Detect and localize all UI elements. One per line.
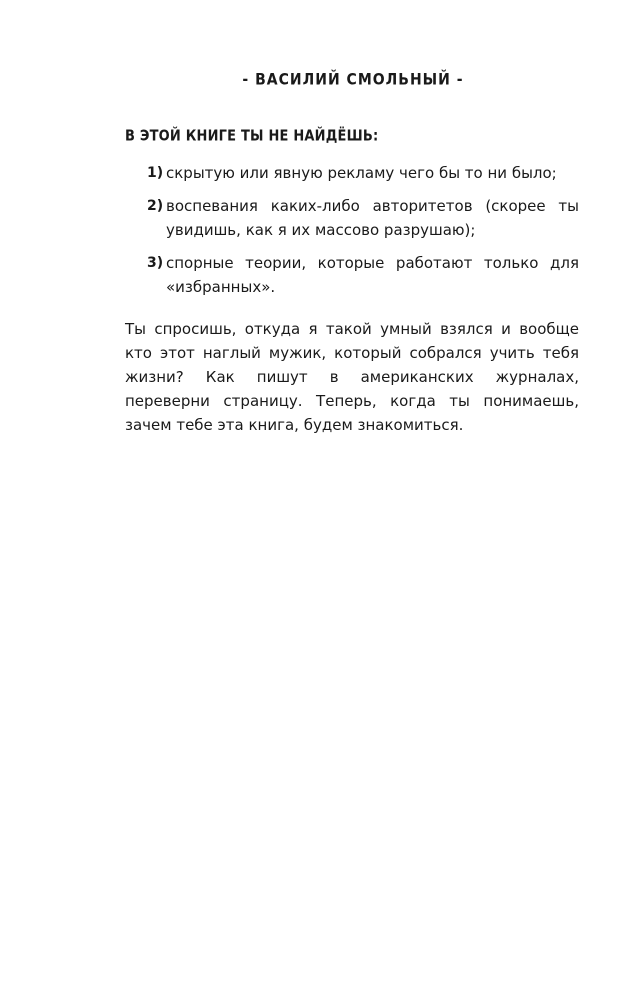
page-content [125, 128, 579, 437]
running-header: - ВАСИЛИЙ СМОЛЬНЫЙ - [242, 70, 464, 90]
list-item [125, 251, 579, 299]
list-item-number: 2) [147, 198, 164, 214]
list-item-number: 3) [147, 255, 164, 271]
body-paragraph: Ты спросишь, откуда я такой умный взялся и вообще кто этот наглый мужик, который собрался учить тебя жизни? Как пишут в американских журналах, переверни страницу. Теперь, когда ты понимаешь, зачем тебе эта книга, будем знакомиться. [125, 320, 579, 434]
list-item [125, 161, 579, 185]
list-item [125, 194, 579, 242]
list-item-text: скрытую или явную рекламу чего бы то ни было; [166, 164, 557, 182]
exclusion-list [125, 161, 579, 299]
list-item-text: воспевания каких-либо авторитетов (скорее ты увидишь, как я их массово разрушаю); [166, 197, 579, 239]
list-item-text: спорные теории, которые работают только для «избранных». [166, 254, 579, 296]
section-heading: В ЭТОЙ КНИГЕ ТЫ НЕ НАЙДЁШЬ: [125, 128, 379, 146]
list-item-number: 1) [147, 165, 164, 181]
